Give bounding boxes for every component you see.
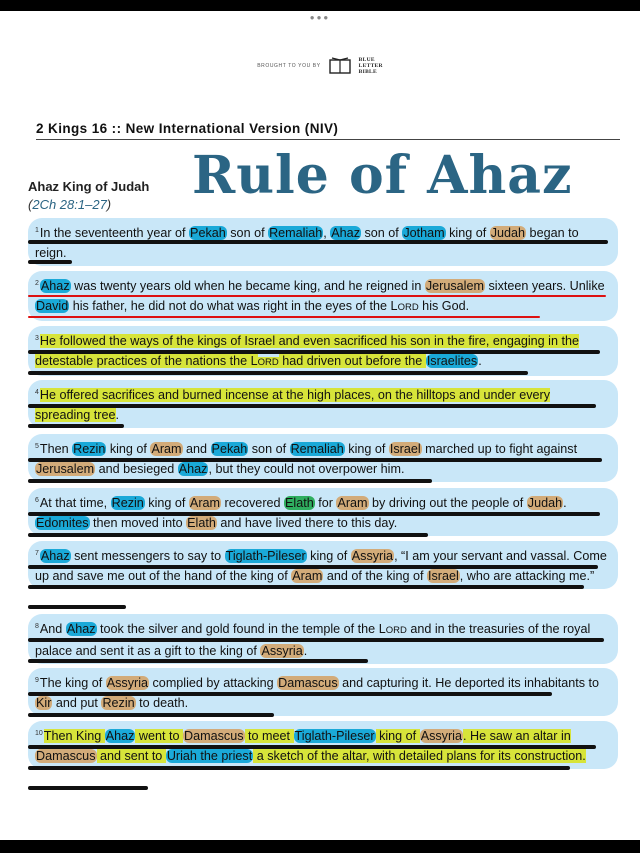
verse-text-segment: son of <box>226 226 269 241</box>
verse-text-segment: and besieged <box>95 462 178 477</box>
ref-paren: ( <box>28 197 33 212</box>
verse-3 <box>28 326 618 376</box>
verse-text-segment: , “I am your servant and vassal. Come up and save me out of the hand of the king of <box>35 549 607 584</box>
verse-text-segment: was twenty years old when he became king, and he reigned in <box>70 279 425 294</box>
verse-8 <box>28 614 618 664</box>
verse-text-segment: king of <box>144 496 189 511</box>
place-aram: Aram <box>337 496 368 511</box>
place-assyria: Assyria <box>351 549 394 564</box>
person-tiglath-pileser: Tiglath-Pileser <box>225 549 306 564</box>
verse-text-segment: son of <box>248 442 290 457</box>
person-ahaz: Ahaz <box>40 279 70 294</box>
yellow-highlight-text: king of <box>375 729 420 744</box>
place-elath: Elath <box>187 516 216 531</box>
verse-text-segment: marched up to fight against <box>421 442 578 457</box>
person-ahaz: Ahaz <box>66 622 96 637</box>
verse-text-segment: king of <box>106 442 151 457</box>
lord-small-caps: ORD <box>385 625 407 637</box>
red-underline <box>28 316 540 318</box>
place-judah: Judah <box>490 226 526 241</box>
verse-text-segment: . <box>563 496 567 511</box>
verse-number[interactable]: 5 <box>35 443 39 450</box>
document-page <box>0 11 640 840</box>
ink-underline <box>28 585 584 589</box>
verse-number[interactable]: 8 <box>35 623 39 630</box>
verse-4 <box>28 380 618 428</box>
person-rezin: Rezin <box>111 496 144 511</box>
verse-text-segment: . <box>478 354 482 369</box>
verse-number[interactable]: 1 <box>35 227 39 234</box>
ink-underline <box>28 638 604 642</box>
verse-text-segment: by driving out the people of <box>368 496 527 511</box>
verse-text-segment: and in the treasuries of the royal palace and sent it as a gift to the king of <box>35 622 591 659</box>
place-aram: Aram <box>189 496 221 511</box>
verse-text-segment: And <box>39 622 66 637</box>
place-assyria: Assyria <box>420 729 462 744</box>
ink-underline <box>28 713 274 717</box>
person-remaliah: Remaliah <box>269 226 323 241</box>
verse-text-segment: recovered <box>221 496 285 511</box>
lord-small-caps: ORD <box>397 302 419 314</box>
verse-text-segment: took the silver and gold found in the temple of the <box>96 622 379 637</box>
place-jerusalem: Jerusalem <box>425 279 484 294</box>
people-israelites: Israelites <box>426 354 478 369</box>
verse-5 <box>28 434 618 482</box>
place-damascus: Damascus <box>36 749 96 764</box>
more-dots-icon[interactable]: ●●● <box>309 13 331 22</box>
verse-number[interactable]: 6 <box>35 497 39 504</box>
yellow-highlight-text: went to <box>135 729 184 744</box>
verse-text-segment: began to reign. <box>35 226 579 261</box>
verse-text-segment: sent messengers to say to <box>70 549 225 564</box>
yellow-highlight-text: a sketch of the altar, with detailed plans for its construction. <box>253 749 586 764</box>
place-jerusalem: Jerusalem <box>36 462 95 477</box>
verse-text-segment: and <box>182 442 211 457</box>
ink-underline <box>28 350 600 354</box>
person-tiglath-pileser: Tiglath-Pileser <box>294 729 375 744</box>
verse-text-segment: . <box>303 644 308 659</box>
brand-name-line: LETTER <box>358 63 383 69</box>
yellow-highlight-text: Then King <box>43 729 105 744</box>
ink-underline <box>28 533 428 537</box>
person-pekah: Pekah <box>190 226 226 241</box>
yellow-highlight-text: to meet <box>244 729 294 744</box>
verse-text-segment: his God. <box>418 299 470 314</box>
verse-1 <box>28 218 618 266</box>
ink-underline <box>28 766 570 770</box>
verse-text-segment: son of <box>361 226 403 241</box>
lord-small-caps: L <box>390 299 398 314</box>
verse-number[interactable]: 10 <box>35 730 43 737</box>
brand-name-line: BLUE <box>358 57 375 63</box>
people-edomites: Edomites <box>36 516 89 531</box>
place-assyria: Assyria <box>261 644 303 659</box>
ink-underline <box>28 745 596 749</box>
ink-underline <box>28 479 432 483</box>
verse-text-segment: and capturing it. He deported its inhabitants to <box>338 676 600 691</box>
verse-text-segment: then moved into <box>89 516 187 531</box>
verse-number[interactable]: 4 <box>35 389 39 396</box>
ink-underline <box>28 605 126 609</box>
person-ahaz: Ahaz <box>331 226 360 241</box>
verse-text-segment: complied by attacking <box>149 676 278 691</box>
chapter-title: 2 Kings 16 :: New International Version (NIV) <box>36 121 620 140</box>
verse-text-segment: In the seventeenth year of <box>39 226 190 241</box>
verse-2 <box>28 271 618 321</box>
ref-paren: ) <box>106 197 112 212</box>
place-damascus: Damascus <box>184 729 244 744</box>
yellow-highlight-text: He followed the ways of the kings of Israel and even sacrificed his son in the fire, engaging in the detestable practices of the nations the <box>35 334 579 369</box>
ink-underline <box>28 786 148 790</box>
red-underline <box>28 295 606 297</box>
ink-underline <box>28 260 72 264</box>
verse-text-segment: Then <box>39 442 73 457</box>
verse-6 <box>28 488 618 536</box>
verse-number[interactable]: 3 <box>35 335 39 342</box>
verse-text-segment: to death. <box>135 696 189 711</box>
person-pekah: Pekah <box>211 442 248 457</box>
book-logo-icon <box>329 57 351 75</box>
brought-by-label: BROUGHT TO YOU BY <box>257 63 321 69</box>
place-kir: Kir <box>36 696 52 711</box>
yellow-highlight-text: He offered sacrifices and burned incense at the high places, on the hilltops and under every spreading tree <box>35 388 551 423</box>
place-aram: Aram <box>292 569 323 584</box>
verse-text-segment: his father, he did not do what was right in the eyes of the <box>69 299 391 314</box>
verse-number[interactable]: 2 <box>35 280 39 287</box>
place-israel: Israel <box>427 569 459 584</box>
cross-reference-link[interactable]: 2Ch 28:1–27 <box>32 197 107 212</box>
ink-underline <box>28 371 528 375</box>
ink-underline <box>28 458 602 462</box>
verse-text-segment: . <box>115 408 120 423</box>
verse-text-segment: and have lived there to this day. <box>216 516 398 531</box>
verse-text-segment: At that time, <box>39 496 111 511</box>
brand-name <box>359 57 383 75</box>
verse-text-segment: , but they could not overpower him. <box>208 462 405 477</box>
verse-text-segment: king of <box>344 442 389 457</box>
verse-text-segment: and of the king of <box>323 569 427 584</box>
verse-7 <box>28 541 618 589</box>
ink-underline <box>28 692 552 696</box>
verse-text-segment: sixteen years. Unlike <box>484 279 605 294</box>
verse-number[interactable]: 7 <box>35 550 39 557</box>
person-ahaz: Ahaz <box>40 549 70 564</box>
lord-small-caps: L <box>250 354 258 369</box>
verse-9 <box>28 668 618 716</box>
cross-reference <box>28 197 111 212</box>
ink-underline <box>28 424 124 428</box>
place-judah: Judah <box>527 496 563 511</box>
place-elath: Elath <box>285 496 314 511</box>
place-israel: Israel <box>389 442 421 457</box>
ink-underline <box>28 512 600 516</box>
place-aram: Aram <box>151 442 182 457</box>
person-ahaz: Ahaz <box>105 729 135 744</box>
brand-name-line: BIBLE <box>358 69 377 75</box>
verse-text-segment: king of <box>306 549 351 564</box>
rule-of-ahaz-title: Rule of Ahaz <box>192 145 573 206</box>
verse-text-segment: , <box>323 226 331 241</box>
verse-text-segment: and put <box>52 696 102 711</box>
yellow-highlight-text: and sent to <box>96 749 166 764</box>
brand-banner <box>0 57 640 75</box>
lord-small-caps: L <box>378 622 386 637</box>
lord-small-caps: ORD <box>257 357 279 369</box>
verse-text-segment: king of <box>445 226 490 241</box>
verse-text-segment: for <box>314 496 337 511</box>
place-assyria: Assyria <box>106 676 149 691</box>
person-ahaz: Ahaz <box>178 462 208 477</box>
section-heading: Ahaz King of Judah <box>28 179 150 194</box>
person-david: David <box>36 299 69 314</box>
verse-number[interactable]: 9 <box>35 677 39 684</box>
yellow-highlight-text: had driven out before the <box>278 354 426 369</box>
ink-underline <box>28 240 608 244</box>
place-damascus: Damascus <box>278 676 338 691</box>
person-rezin: Rezin <box>102 696 135 711</box>
person-jotham: Jotham <box>403 226 445 241</box>
person-uriah: Uriah the priest <box>166 749 253 764</box>
verse-10 <box>28 721 618 769</box>
person-rezin: Rezin <box>73 442 106 457</box>
ink-underline <box>28 404 596 408</box>
verse-text-segment: , who are attacking me.” <box>459 569 595 584</box>
verse-text-segment: The king of <box>39 676 106 691</box>
ink-underline <box>28 565 598 569</box>
person-remaliah: Remaliah <box>290 442 344 457</box>
ink-underline <box>28 659 368 663</box>
yellow-highlight-text: . He saw an altar in <box>462 729 571 744</box>
